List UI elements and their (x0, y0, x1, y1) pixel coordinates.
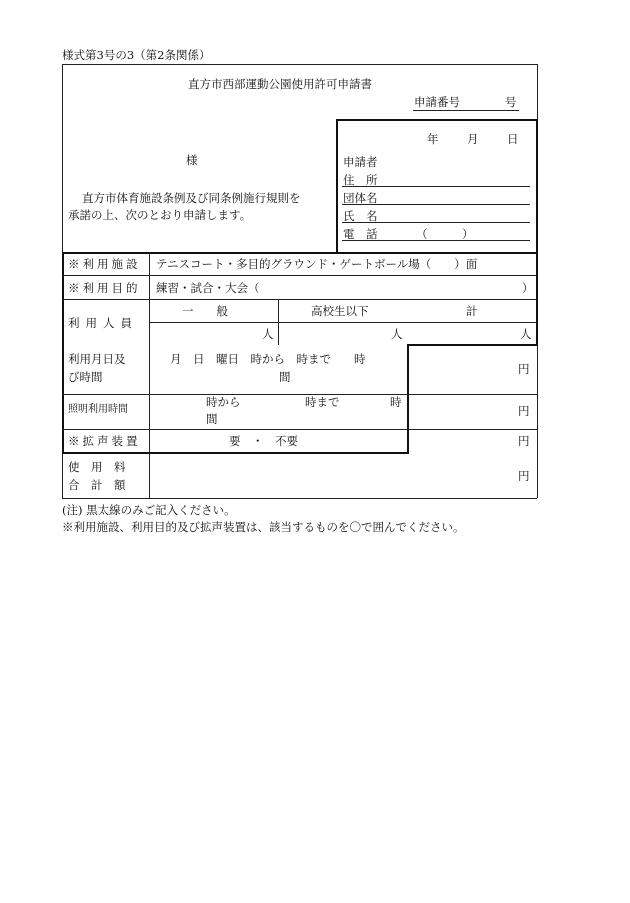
intro-line-2: 承諾の上、次のとおり申請します。 (68, 208, 252, 222)
lighting-to: 時まで (305, 395, 340, 409)
facility-value: テニスコート・多目的グラウンド・ゲートボール場（ ）面 (156, 257, 478, 271)
note-1: (注) 黒太線のみご記入ください。 (62, 503, 236, 517)
intro-line-1: 直方市体育施設条例及び同条例施行規則を (82, 191, 301, 205)
people-col-total: 計 (466, 304, 478, 318)
speaker-label: ※拡声装置 (68, 434, 141, 448)
datetime-label-1: 利用月日及 (68, 352, 126, 366)
people-unit-students: 人 (391, 327, 403, 341)
date-year: 年 (427, 132, 439, 146)
form-number: 様式第3号の3（第2条関係） (62, 48, 211, 62)
people-col-students: 高校生以下 (311, 304, 369, 318)
total-label-2: 合 計 額 (68, 478, 126, 492)
people-col-general: 一 般 (182, 304, 228, 318)
applicant-organization-label: 団体名 (343, 191, 378, 205)
people-unit-total: 人 (520, 327, 532, 341)
form-title: 直方市西部運動公園使用許可申請書 (188, 77, 372, 91)
applicant-phone-paren: （ ） (416, 227, 474, 241)
lighting-hours-2: 間 (206, 412, 218, 426)
date-month: 月 (467, 132, 479, 146)
speaker-yen: 円 (518, 434, 530, 448)
application-number-label: 申請番号 (414, 95, 460, 109)
speaker-value: 要 ・ 不要 (229, 434, 298, 448)
purpose-value: 練習・試合・大会（ (156, 281, 260, 295)
purpose-close: ） (522, 281, 534, 295)
datetime-label-2: び時間 (68, 370, 103, 384)
people-unit-general: 人 (262, 327, 274, 341)
addressee-honorific: 様 (186, 153, 198, 167)
datetime-line-2: 間 (279, 370, 291, 384)
lighting-yen: 円 (518, 404, 530, 418)
total-label-1: 使 用 料 (68, 460, 126, 474)
people-label: 利用人員 (68, 316, 138, 330)
date-day: 日 (507, 132, 519, 146)
applicant-phone-label: 電 話 (343, 227, 378, 241)
lighting-hours: 時 (390, 395, 402, 409)
facility-label: ※利用施設 (68, 257, 141, 271)
applicant-name-label: 氏 名 (343, 209, 378, 223)
datetime-line-1: 月 日 曜日 時から 時まで 時 (170, 352, 366, 366)
note-2: ※利用施設、利用目的及び拡声装置は、該当するものを〇で囲んでください。 (62, 520, 465, 534)
datetime-yen: 円 (518, 362, 530, 376)
lighting-label: 照明利用時間 (68, 404, 128, 415)
lighting-from: 時から (206, 395, 241, 409)
applicant-address-label: 住 所 (343, 173, 378, 187)
application-number-suffix: 号 (505, 95, 517, 109)
total-yen: 円 (518, 469, 530, 483)
purpose-label: ※利用目的 (68, 281, 141, 295)
applicant-label: 申請者 (343, 155, 378, 169)
